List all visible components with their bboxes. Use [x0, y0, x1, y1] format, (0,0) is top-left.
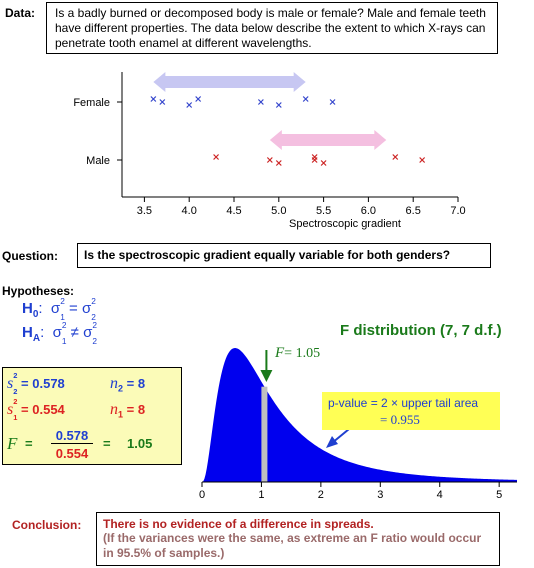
f-label-arrowhead — [260, 370, 272, 382]
question-box — [77, 243, 491, 268]
question-label: Question: — [2, 249, 58, 263]
data-point-female — [196, 97, 201, 102]
p-value-line1: p-value = 2 × upper tail area — [328, 396, 479, 410]
f-ratio-row: F = 0.578 0.554 = 1.05 — [7, 428, 153, 461]
s2-squared-row: s 2 $_2$ = 0.578 — [7, 371, 65, 396]
x-tick-label: 4.5 — [226, 205, 242, 217]
f-x-tick-label: 5 — [496, 489, 503, 501]
f-x-tick-label: 0 — [198, 489, 206, 501]
x-tick-label: 5.0 — [271, 205, 287, 217]
n1-row: $n_1 = 8$ — [110, 401, 146, 420]
conclusion-box — [96, 512, 500, 566]
f-x-tick-label: 3 — [377, 489, 384, 501]
data-point-female — [151, 97, 156, 102]
f-x-tick-label: 2 — [317, 489, 324, 501]
f-numerator: 0.578 — [55, 428, 89, 443]
f-observed-label: F= 1.05 — [275, 345, 321, 361]
y-tick-label-female: Female — [73, 97, 110, 109]
data-point-male — [267, 158, 272, 163]
data-description-text: Is a badly burned or decomposed body is male or female? Male and female teeth have different properties. The data below describe the extent to which X-rays can penetrate tooth enamel at different wavelengths. — [55, 6, 486, 50]
data-point-female — [330, 100, 335, 105]
null-hypothesis: $H_0$: σ 2 $_1$ = σ 2 $_2$ — [22, 296, 96, 322]
f-value: 1.05 — [127, 436, 153, 451]
p-value-box — [322, 392, 500, 430]
question-text: Is the spectroscopic gradient equally variable for both genders? — [84, 248, 451, 262]
x-tick-label: 3.5 — [136, 205, 153, 217]
data-point-female — [187, 103, 192, 108]
x-tick-label: 6.0 — [360, 205, 377, 217]
data-point-female — [303, 97, 308, 102]
x-axis-title: Spectroscopic gradient — [289, 218, 401, 230]
conclusion-explanation-text: (If the variances were the same, as extreme an F ratio would occur in 95.5% of samples.) — [103, 531, 482, 560]
p-value-line2: = 0.955 — [380, 412, 420, 427]
f-x-tick-label: 1 — [258, 489, 265, 501]
f-denominator: 0.554 — [55, 446, 89, 461]
s1-squared-row: s 2 $_1$ = 0.554 — [7, 397, 65, 422]
data-point-male — [393, 155, 398, 160]
data-point-male — [321, 161, 326, 166]
y-tick-label-male: Male — [86, 155, 110, 167]
dot-plot-chart — [0, 60, 534, 240]
f-x-tick-label: 4 — [436, 489, 443, 501]
alternative-hypothesis: $H_A$: σ 2 $_1$ ≠ σ 2 $_2$ — [22, 320, 97, 346]
observed-f-line — [261, 387, 267, 482]
data-description-box — [46, 2, 498, 54]
f-distribution-title: F distribution (7, 7 d.f.) — [340, 322, 502, 339]
data-point-male — [214, 155, 219, 160]
data-point-male — [312, 158, 317, 163]
data-point-female — [258, 100, 263, 105]
data-point-female — [276, 103, 281, 108]
data-point-male — [420, 158, 425, 163]
spread-arrow-male — [270, 130, 386, 150]
x-tick-label: 4.0 — [181, 205, 197, 217]
data-point-male — [276, 161, 281, 166]
n2-row: $n_2 = 8$ — [110, 375, 146, 394]
x-tick-label: 7.0 — [450, 205, 466, 217]
spread-arrow-female — [153, 72, 305, 92]
conclusion-label: Conclusion: — [12, 518, 82, 532]
hypotheses-label: Hypotheses: — [2, 284, 75, 298]
data-label: Data: — [5, 6, 36, 20]
x-tick-label: 5.5 — [315, 205, 332, 217]
data-point-female — [160, 100, 165, 105]
p-value-arrowhead — [326, 436, 338, 448]
conclusion-main-text: There is no evidence of a difference in spreads. — [103, 517, 374, 531]
x-tick-label: 6.5 — [405, 205, 421, 217]
